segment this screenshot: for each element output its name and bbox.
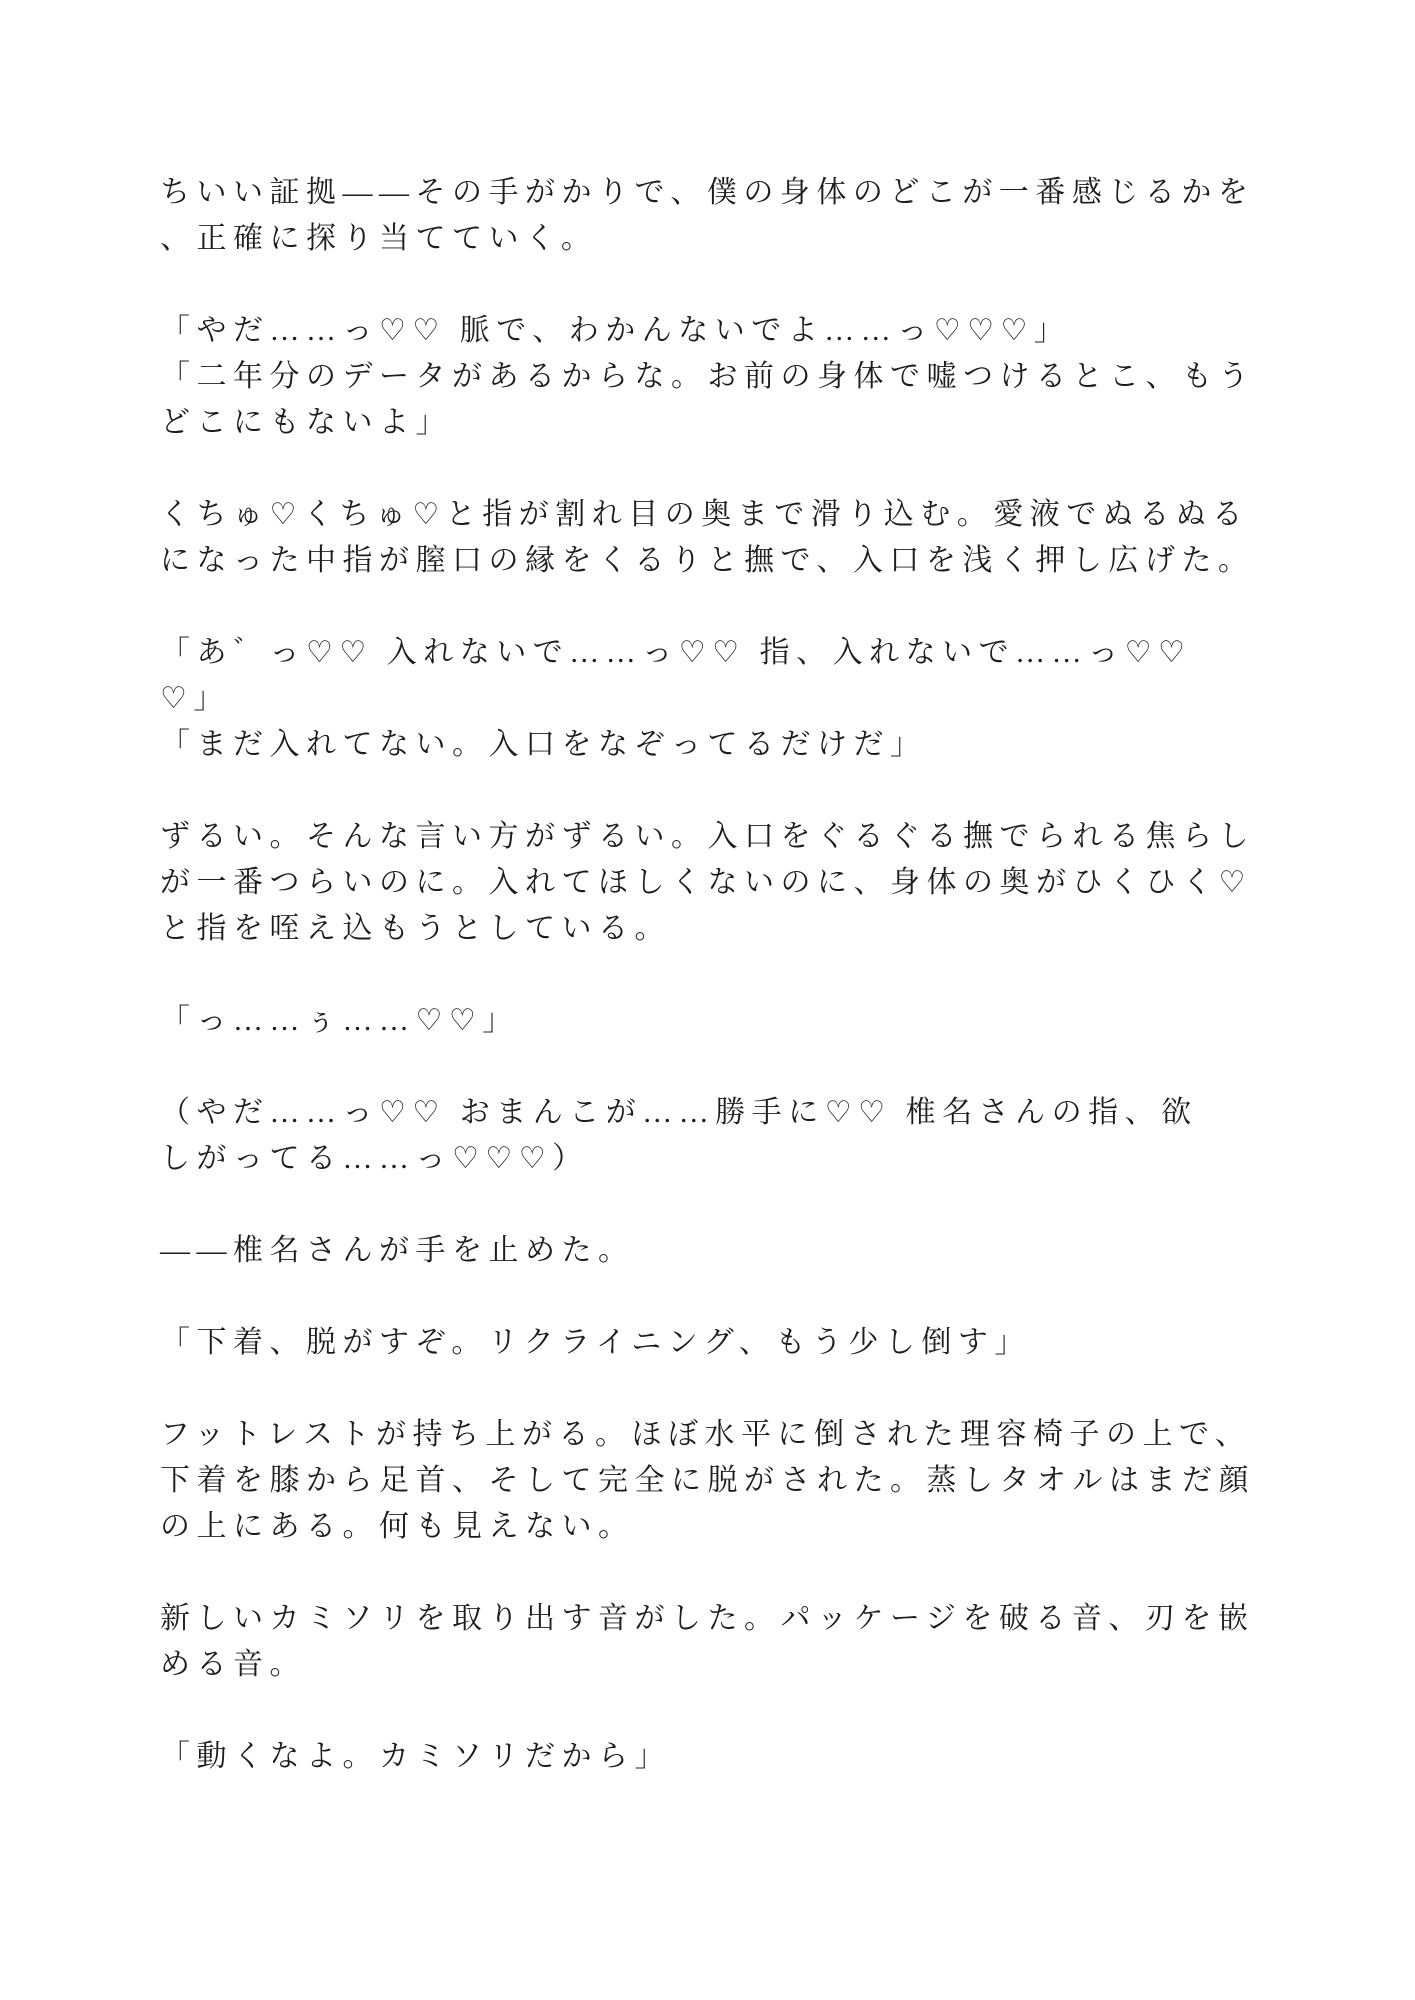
text-line: 、正確に探り当てていく。 — [160, 222, 598, 255]
text-line: と指を咥え込もうとしている。 — [160, 912, 671, 945]
text-line: 新しいカミソリを取り出す音がした。パッケージを破る音、刃を嵌 — [160, 1602, 1255, 1635]
text-line: 「やだ……っ♡♡ 脈で、わかんないでよ……っ♡♡♡」 — [160, 314, 1071, 347]
text-line: 「動くなよ。カミソリだから」 — [160, 1740, 671, 1773]
paragraph-narration — [160, 1228, 1270, 1274]
text-line: の上にある。何も見えない。 — [160, 1510, 635, 1543]
text-line: ♡」 — [160, 682, 230, 715]
text-line: ——椎名さんが手を止めた。 — [160, 1234, 635, 1267]
paragraph-dialogue — [160, 630, 1270, 768]
text-line: しがってる……っ♡♡♡） — [160, 1142, 589, 1175]
paragraph-narration — [160, 814, 1270, 952]
paragraph-narration — [160, 1412, 1270, 1550]
paragraph-narration — [160, 170, 1270, 262]
text-line: が一番つらいのに。入れてほしくないのに、身体の奥がひくひく♡ — [160, 866, 1252, 899]
text-line: 「二年分のデータがあるからな。お前の身体で嘘つけるとこ、もう — [160, 360, 1255, 393]
paragraph-narration — [160, 492, 1270, 584]
paragraph-dialogue — [160, 308, 1270, 446]
paragraph-dialogue — [160, 1734, 1270, 1780]
text-line: 「まだ入れてない。入口をなぞってるだけだ」 — [160, 728, 927, 761]
text-line: フットレストが持ち上がる。ほぼ水平に倒された理容椅子の上で、 — [160, 1418, 1252, 1451]
paragraph-narration — [160, 1596, 1270, 1688]
text-line: くちゅ♡くちゅ♡と指が割れ目の奥まで滑り込む。愛液でぬるぬる — [160, 498, 1249, 531]
paragraph-dialogue — [160, 1320, 1270, 1366]
text-line: 「あ゛っ♡♡ 入れないで……っ♡♡ 指、入れないで……っ♡♡ — [160, 636, 1192, 669]
text-line: 「っ……ぅ……♡♡」 — [160, 1004, 519, 1037]
text-line: 下着を膝から足首、そして完全に脱がされた。蒸しタオルはまだ顔 — [160, 1464, 1255, 1497]
text-line: になった中指が膣口の縁をくるりと撫で、入口を浅く押し広げた。 — [160, 544, 1255, 577]
text-line: ちいい証拠——その手がかりで、僕の身体のどこが一番感じるかを — [160, 176, 1255, 209]
text-line: どこにもないよ」 — [160, 406, 452, 439]
text-line: ずるい。そんな言い方がずるい。入口をぐるぐる撫でられる焦らし — [160, 820, 1255, 853]
text-line: める音。 — [160, 1648, 306, 1681]
paragraph-inner-monologue — [160, 1090, 1270, 1182]
text-line: 「下着、脱がすぞ。リクライニング、もう少し倒す」 — [160, 1326, 1031, 1359]
story-text — [160, 170, 1270, 1826]
text-line: （やだ……っ♡♡ おまんこが……勝手に♡♡ 椎名さんの指、欲 — [160, 1096, 1198, 1129]
paragraph-dialogue — [160, 998, 1270, 1044]
